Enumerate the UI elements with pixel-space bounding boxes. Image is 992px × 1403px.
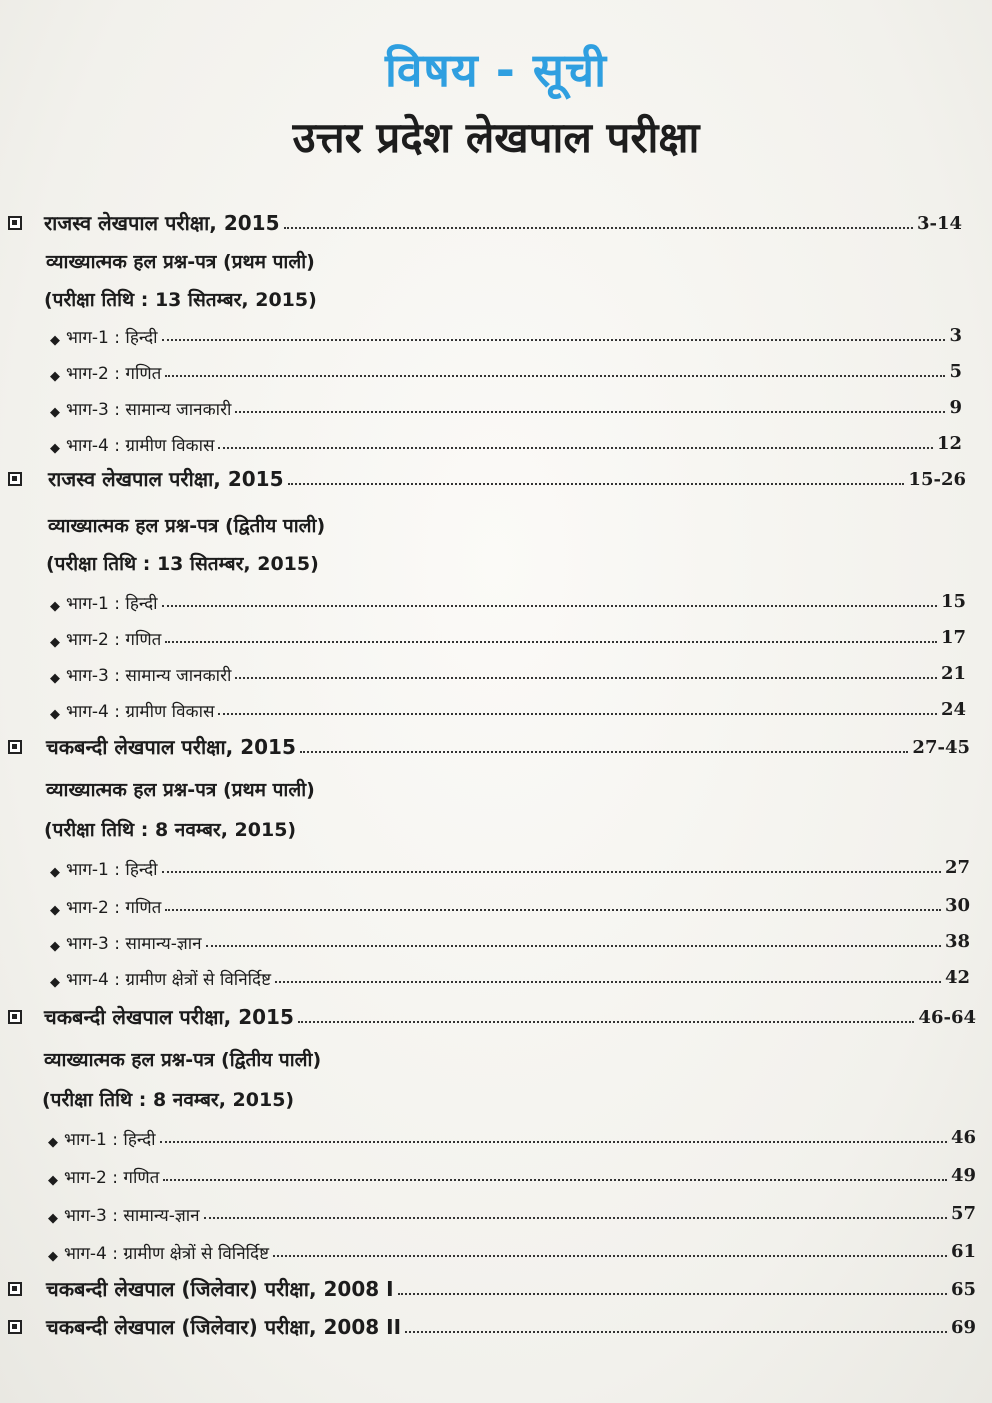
toc-part[interactable]: ◆ भाग-4 : ग्रामीण क्षेत्रों से विनिर्दिष्ट 61 bbox=[48, 1241, 976, 1264]
toc-part[interactable]: ◆ भाग-4 : ग्रामीण विकास 24 bbox=[50, 699, 966, 722]
diamond-bullet-icon: ◆ bbox=[50, 405, 60, 420]
toc-part[interactable]: ◆ भाग-3 : सामान्य जानकारी 21 bbox=[50, 663, 966, 686]
square-bullet-icon bbox=[8, 1282, 22, 1296]
exam-date: (परीक्षा तिथि : 13 सितम्बर, 2015) bbox=[44, 289, 317, 311]
toc-part[interactable]: ◆ भाग-2 : गणित 17 bbox=[50, 627, 966, 650]
toc-part[interactable]: ◆ भाग-4 : ग्रामीण विकास 12 bbox=[50, 433, 962, 456]
toc-part[interactable]: ◆ भाग-3 : सामान्य-ज्ञान 57 bbox=[48, 1203, 976, 1226]
square-bullet-icon bbox=[8, 1010, 22, 1024]
toc-part[interactable]: ◆ भाग-2 : गणित 5 bbox=[50, 361, 962, 384]
diamond-bullet-icon: ◆ bbox=[48, 1249, 58, 1264]
diamond-bullet-icon: ◆ bbox=[48, 1211, 58, 1226]
toc-part[interactable]: ◆ भाग-1 : हिन्दी 3 bbox=[50, 325, 962, 348]
page-subtitle: उत्तर प्रदेश लेखपाल परीक्षा bbox=[292, 113, 700, 162]
exam-date: (परीक्षा तिथि : 8 नवम्बर, 2015) bbox=[42, 1089, 295, 1111]
page-range: 3-14 bbox=[916, 213, 962, 234]
square-bullet-icon bbox=[8, 216, 22, 230]
toc-section-6[interactable]: चकबन्दी लेखपाल (जिलेवार) परीक्षा, 2008 II 69 bbox=[0, 1304, 992, 1340]
square-bullet-icon bbox=[8, 472, 22, 486]
toc-section-3[interactable]: चकबन्दी लेखपाल परीक्षा, 2015 27-45 bbox=[0, 724, 992, 760]
diamond-bullet-icon: ◆ bbox=[50, 635, 60, 650]
diamond-bullet-icon: ◆ bbox=[50, 671, 60, 686]
paper-label: व्याख्यात्मक हल प्रश्न-पत्र (द्वितीय पाली) bbox=[48, 515, 326, 537]
leader-dots bbox=[284, 227, 913, 229]
diamond-bullet-icon: ◆ bbox=[50, 865, 60, 880]
diamond-bullet-icon: ◆ bbox=[48, 1135, 58, 1150]
toc-part[interactable]: ◆ भाग-2 : गणित 49 bbox=[48, 1165, 976, 1188]
diamond-bullet-icon: ◆ bbox=[50, 903, 60, 918]
diamond-bullet-icon: ◆ bbox=[48, 1173, 58, 1188]
diamond-bullet-icon: ◆ bbox=[50, 599, 60, 614]
toc-section-1[interactable] bbox=[0, 200, 992, 236]
toc-part[interactable]: ◆ भाग-2 : गणित 30 bbox=[50, 895, 970, 918]
toc-part[interactable]: ◆ भाग-1 : हिन्दी 46 bbox=[48, 1127, 976, 1150]
diamond-bullet-icon: ◆ bbox=[50, 939, 60, 954]
paper-label: व्याख्यात्मक हल प्रश्न-पत्र (प्रथम पाली) bbox=[46, 779, 315, 801]
exam-date: (परीक्षा तिथि : 8 नवम्बर, 2015) bbox=[44, 819, 297, 841]
diamond-bullet-icon: ◆ bbox=[50, 333, 60, 348]
toc-section-2[interactable]: राजस्व लेखपाल परीक्षा, 2015 15-26 bbox=[0, 456, 992, 492]
exam-date: (परीक्षा तिथि : 13 सितम्बर, 2015) bbox=[46, 553, 319, 575]
toc-part[interactable]: ◆ भाग-4 : ग्रामीण क्षेत्रों से विनिर्दिष्ट 42 bbox=[50, 967, 970, 990]
toc-part[interactable]: ◆ भाग-1 : हिन्दी 15 bbox=[50, 591, 966, 614]
toc-part[interactable]: ◆ भाग-3 : सामान्य जानकारी 9 bbox=[50, 397, 962, 420]
diamond-bullet-icon: ◆ bbox=[50, 369, 60, 384]
toc-part[interactable]: ◆ भाग-3 : सामान्य-ज्ञान 38 bbox=[50, 931, 970, 954]
toc-section-5[interactable]: चकबन्दी लेखपाल (जिलेवार) परीक्षा, 2008 I 65 bbox=[0, 1266, 992, 1302]
paper-label: व्याख्यात्मक हल प्रश्न-पत्र (द्वितीय पाली) bbox=[44, 1049, 322, 1071]
diamond-bullet-icon: ◆ bbox=[50, 441, 60, 456]
diamond-bullet-icon: ◆ bbox=[50, 707, 60, 722]
section-title: राजस्व लेखपाल परीक्षा, 2015 bbox=[44, 211, 280, 235]
toc-part[interactable]: ◆ भाग-1 : हिन्दी 27 bbox=[50, 857, 970, 880]
paper-label: व्याख्यात्मक हल प्रश्न-पत्र (प्रथम पाली) bbox=[46, 251, 315, 273]
toc-section-4[interactable]: चकबन्दी लेखपाल परीक्षा, 2015 46-64 bbox=[0, 994, 992, 1030]
page-title: विषय - सूची bbox=[384, 43, 608, 97]
square-bullet-icon bbox=[8, 740, 22, 754]
square-bullet-icon bbox=[8, 1320, 22, 1334]
diamond-bullet-icon: ◆ bbox=[50, 975, 60, 990]
